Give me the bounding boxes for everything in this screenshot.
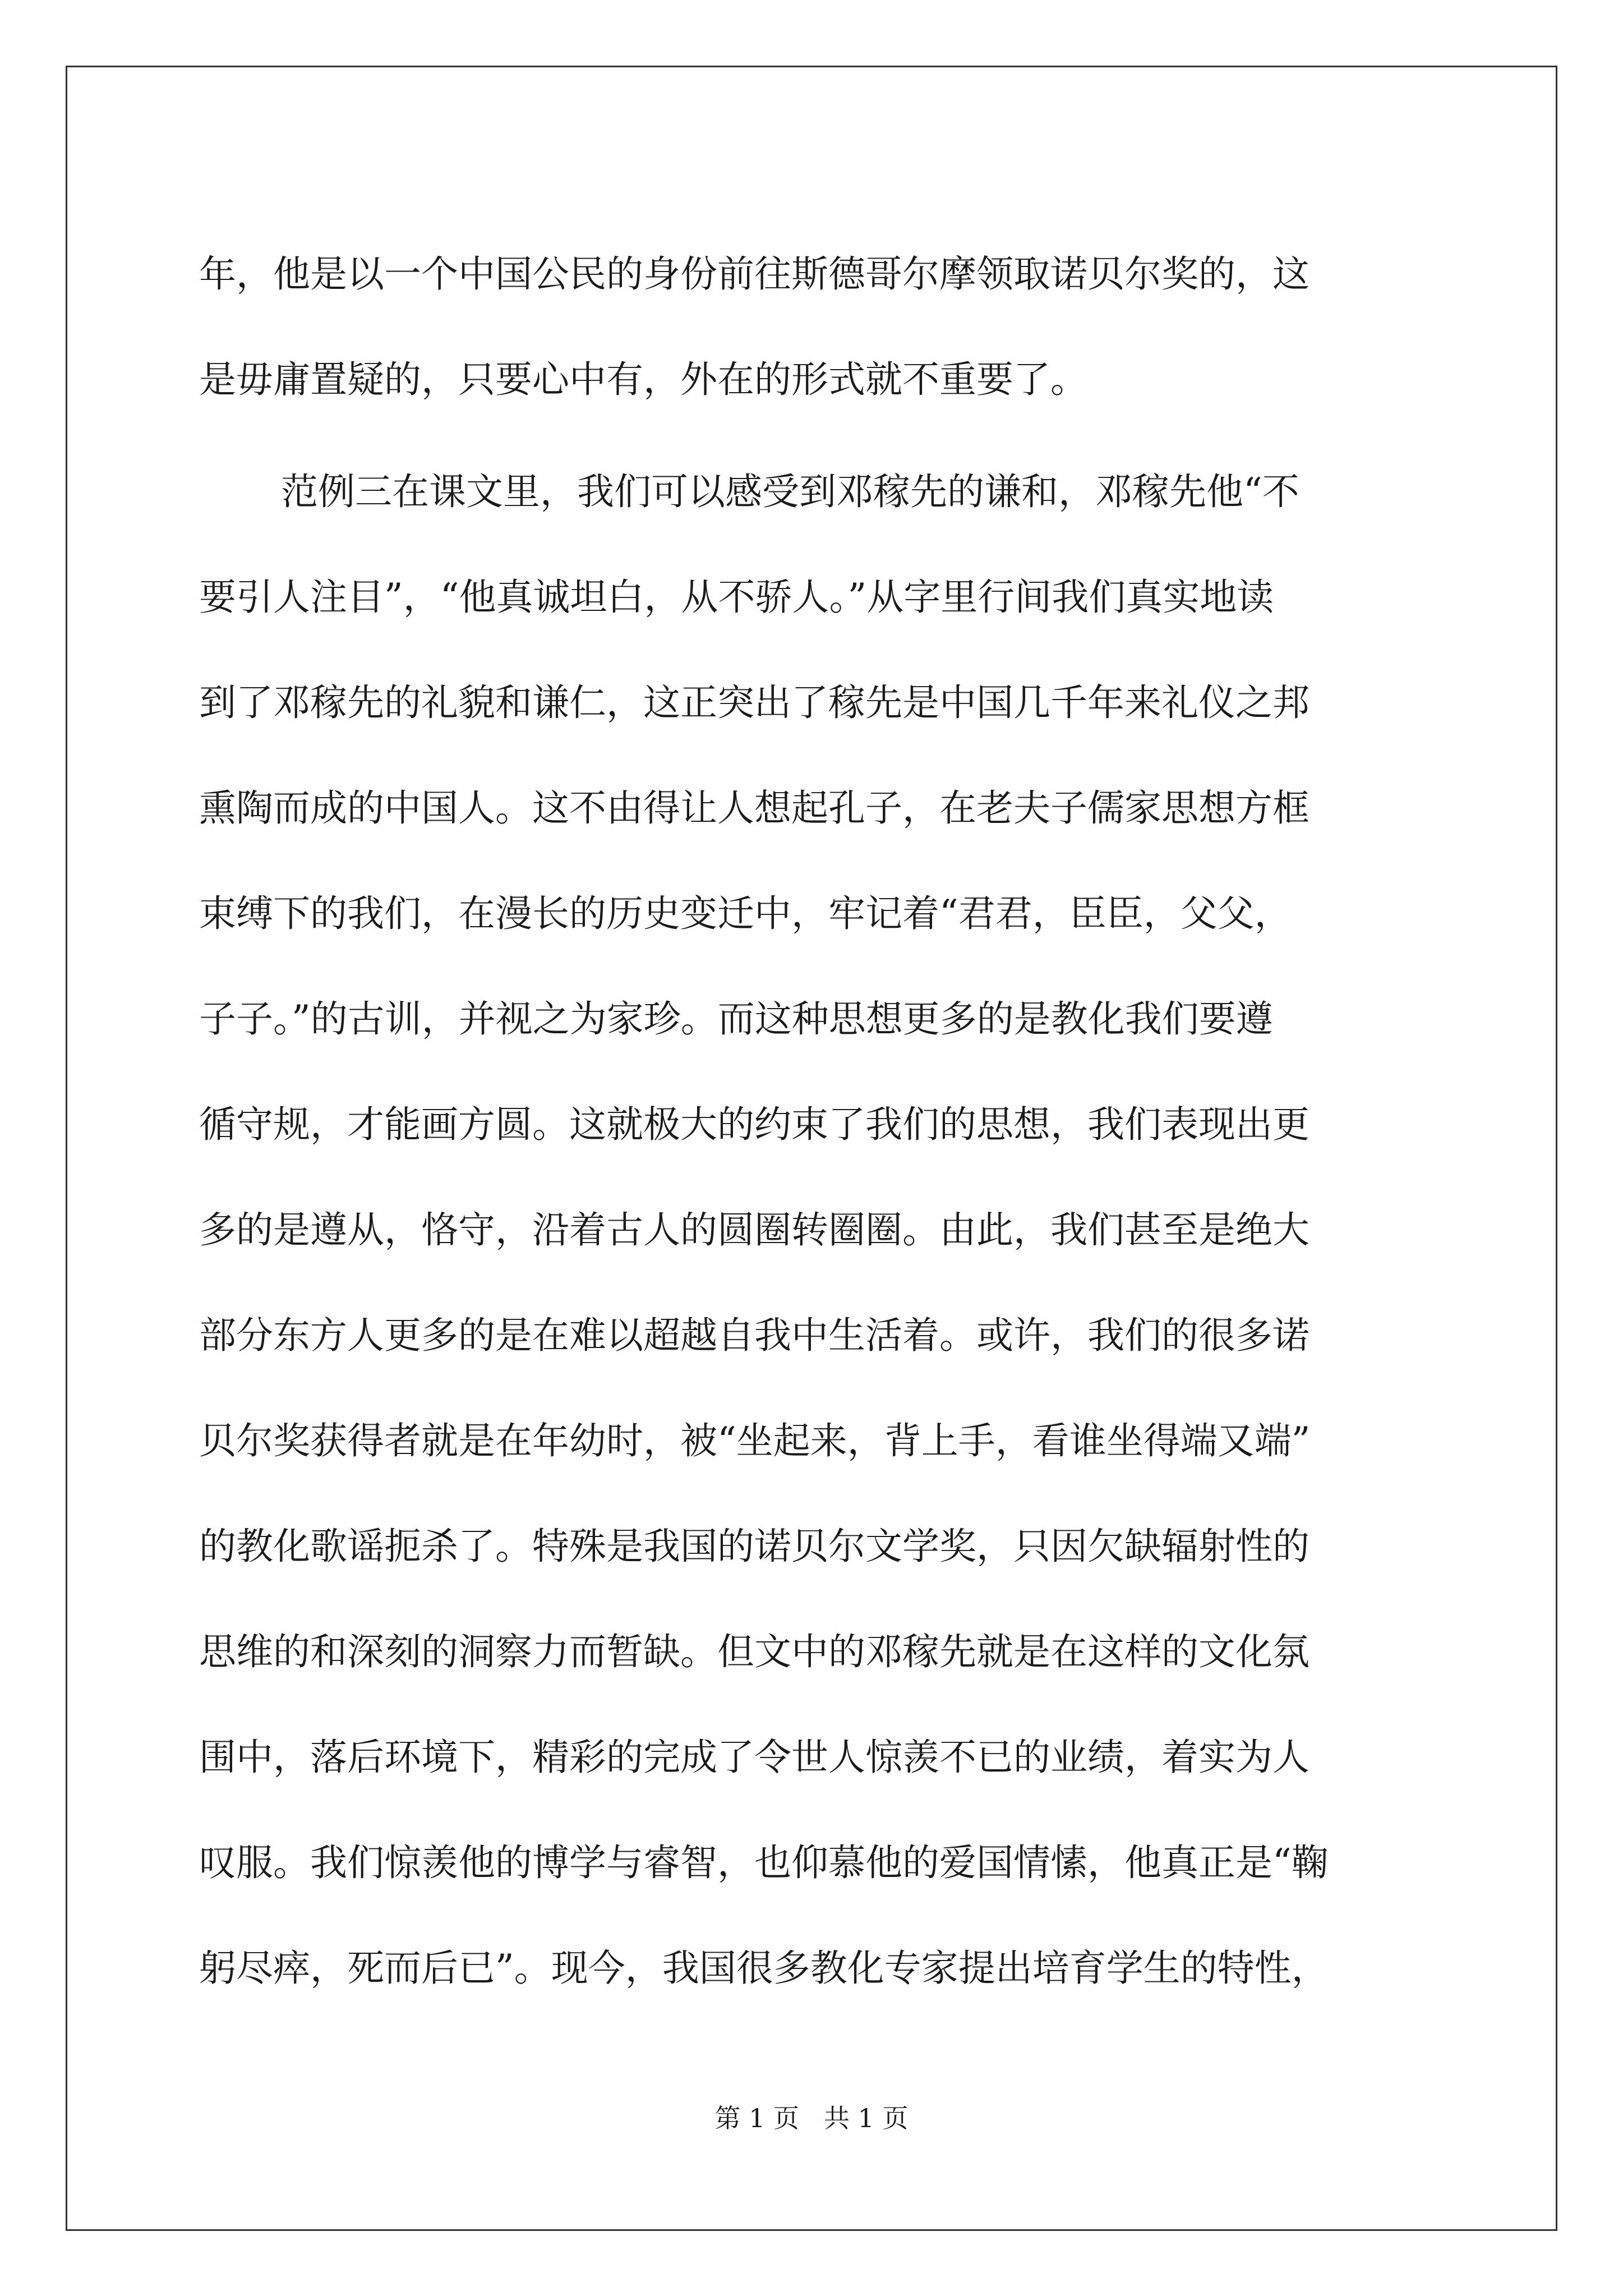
text-line: 贝尔奖获得者就是在年幼时，被“坐起来，背上手，看谁坐得端又端” [199,1419,1311,1462]
paragraph-start-line: 范例三在课文里，我们可以感受到邓稼先的谦和，邓稼先他“不 [281,470,1299,513]
text-line: 子子。”的古训，并视之为家珍。而这种思想更多的是教化我们要遵 [199,997,1273,1041]
text-line: 多的是遵从，恪守，沿着古人的圆圈转圈圈。由此，我们甚至是绝大 [199,1208,1310,1251]
text-line: 要引人注目”，“他真诚坦白，从不骄人。”从字里行间我们真实地读 [199,576,1274,619]
text-line: 的教化歌谣扼杀了。特殊是我国的诺贝尔文学奖，只因欠缺辐射性的 [199,1525,1310,1568]
text-line: 熏陶而成的中国人。这不由得让人想起孔子，在老夫子儒家思想方框 [199,786,1310,830]
text-line: 围中，落后环境下，精彩的完成了令世人惊羡不已的业绩，着实为人 [199,1736,1310,1779]
page-total: 共 1 页 [823,2103,909,2133]
document-body [199,222,1455,2021]
text-line: 思维的和深刻的洞察力而暂缺。但文中的邓稼先就是在这样的文化氛 [199,1630,1310,1673]
page-footer [0,2098,1623,2135]
text-line: 叹服。我们惊羡他的博学与睿智，也仰慕他的爱国情愫，他真正是“鞠 [199,1841,1329,1884]
text-line: 是毋庸置疑的，只要心中有，外在的形式就不重要了。 [199,358,1087,401]
text-line: 躬尽瘁，死而后已”。现今，我国很多教化专家提出培育学生的特性， [199,1947,1329,1990]
page-number: 第 1 页 [714,2103,800,2133]
text-line: 循守规，才能画方圆。这就极大的约束了我们的思想，我们表现出更 [199,1103,1310,1146]
text-line: 部分东方人更多的是在难以超越自我中生活着。或许，我们的很多诺 [199,1314,1310,1357]
text-line: 束缚下的我们，在漫长的历史变迁中，牢记着“君君，臣臣，父父， [199,892,1292,935]
text-line: 到了邓稼先的礼貌和谦仁，这正突出了稼先是中国几千年来礼仪之邦 [199,681,1310,724]
text-line: 年，他是以一个中国公民的身份前往斯德哥尔摩领取诺贝尔奖的，这 [199,252,1310,296]
